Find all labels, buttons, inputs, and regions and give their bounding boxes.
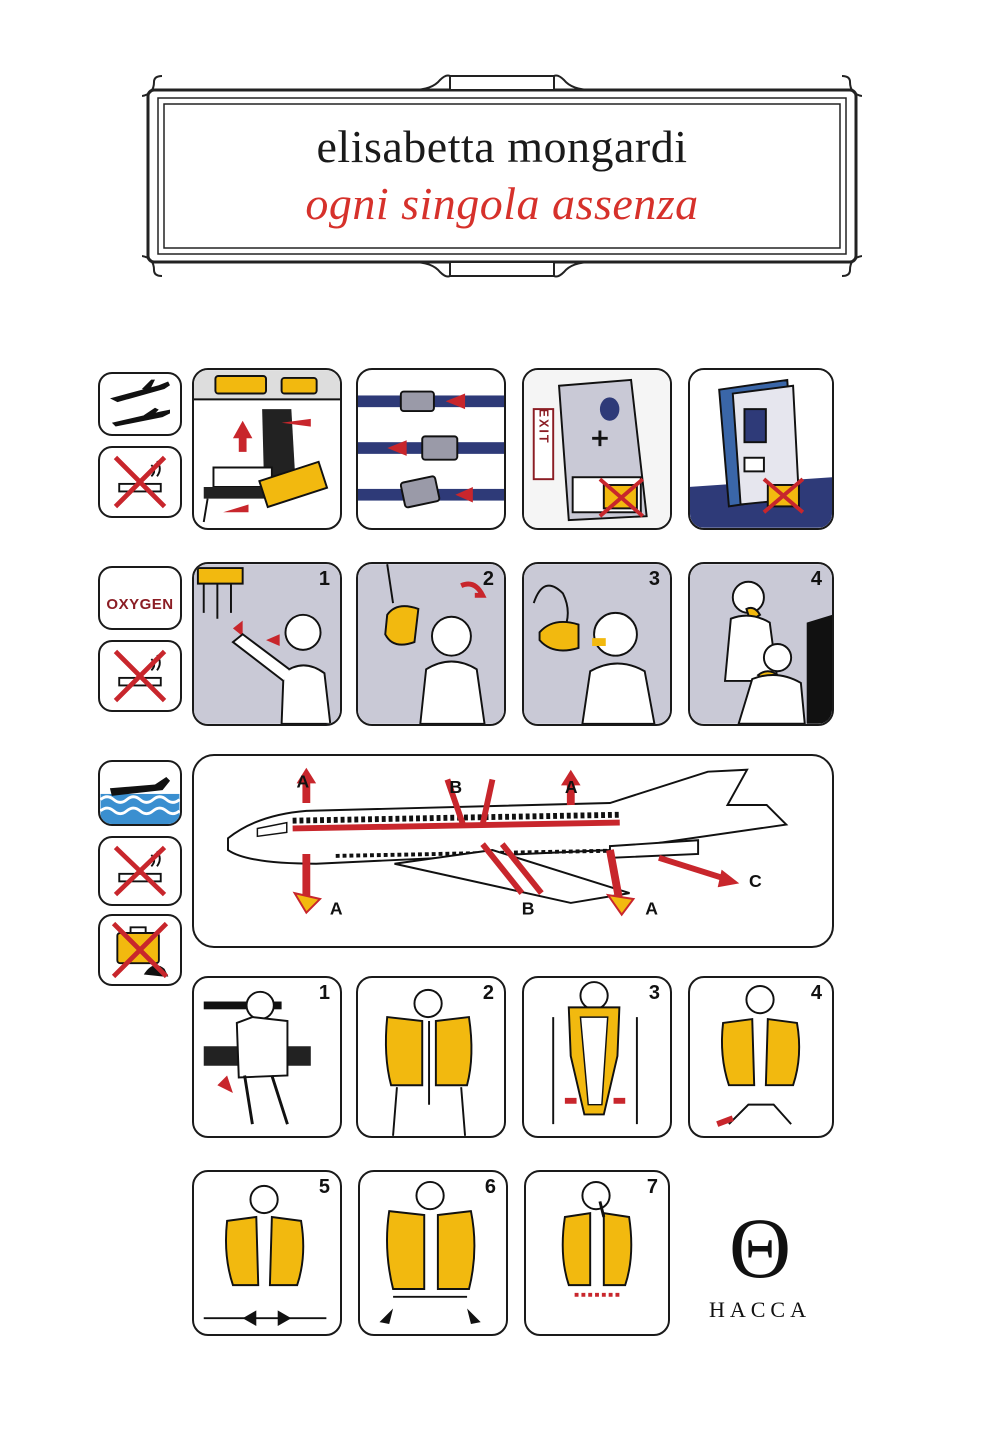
oxygen-label: OXYGEN xyxy=(106,596,174,613)
publisher-name: HACCA xyxy=(708,1297,811,1322)
lifevest-step-number: 6 xyxy=(484,1176,496,1198)
lifevest-step-2-panel xyxy=(356,976,506,1138)
evac-label-a4: A xyxy=(645,898,658,919)
lifevest-step-number: 2 xyxy=(482,982,494,1004)
no-baggage-icon xyxy=(98,914,182,986)
author-name: elisabetta mongardi xyxy=(316,121,688,172)
evac-label-a2: A xyxy=(564,777,578,798)
evac-label-b1: B xyxy=(449,777,463,798)
water-landing-icon xyxy=(98,760,182,826)
evac-label-c: C xyxy=(749,871,762,892)
lifevest-step-6-panel xyxy=(358,1170,508,1336)
oxygen-step-1-panel xyxy=(192,562,342,726)
lifevest-step-number: 4 xyxy=(810,982,822,1004)
lifevest-step-number: 5 xyxy=(318,1176,330,1198)
oxygen-step-number: 1 xyxy=(318,568,330,590)
exit-label: EXIT xyxy=(536,408,551,445)
title-box xyxy=(162,96,842,256)
lifevest-step-4-panel xyxy=(688,976,834,1138)
lifevest-step-number: 7 xyxy=(646,1176,658,1198)
publisher-mark xyxy=(690,1200,830,1323)
lifevest-step-3-panel xyxy=(522,976,672,1138)
publisher-logo: Θ xyxy=(728,1200,792,1296)
lifevest-step-number: 1 xyxy=(318,982,330,1004)
open-door-panel xyxy=(688,368,834,530)
oxygen-step-4-panel xyxy=(688,562,834,726)
lifevest-step-5-panel xyxy=(192,1170,342,1336)
lifevest-step-7-panel xyxy=(524,1170,670,1336)
evac-label-b2: B xyxy=(521,898,535,919)
no-smoking-icon xyxy=(98,836,182,906)
oxygen-step-number: 3 xyxy=(648,568,660,590)
book-title: ogni singola assenza xyxy=(305,178,699,229)
seatbelt-panel xyxy=(356,368,506,530)
lifevest-step-1-panel xyxy=(192,976,342,1138)
lifevest-step-number: 3 xyxy=(648,982,660,1004)
no-smoking-icon xyxy=(98,640,182,712)
oxygen-step-number: 4 xyxy=(810,568,822,590)
oxygen-step-number: 2 xyxy=(482,568,494,590)
evacuation-panel xyxy=(192,754,834,948)
oxygen-step-3-panel xyxy=(522,562,672,726)
oxygen-step-2-panel xyxy=(356,562,506,726)
airplane-takeoff-landing-icon xyxy=(98,372,182,436)
evac-label-a3: A xyxy=(329,898,343,919)
stow-baggage-panel xyxy=(192,368,342,530)
oxygen-icon xyxy=(98,566,182,630)
evac-label-a1: A xyxy=(296,771,310,792)
exit-door-panel xyxy=(522,368,672,530)
no-smoking-icon xyxy=(98,446,182,518)
